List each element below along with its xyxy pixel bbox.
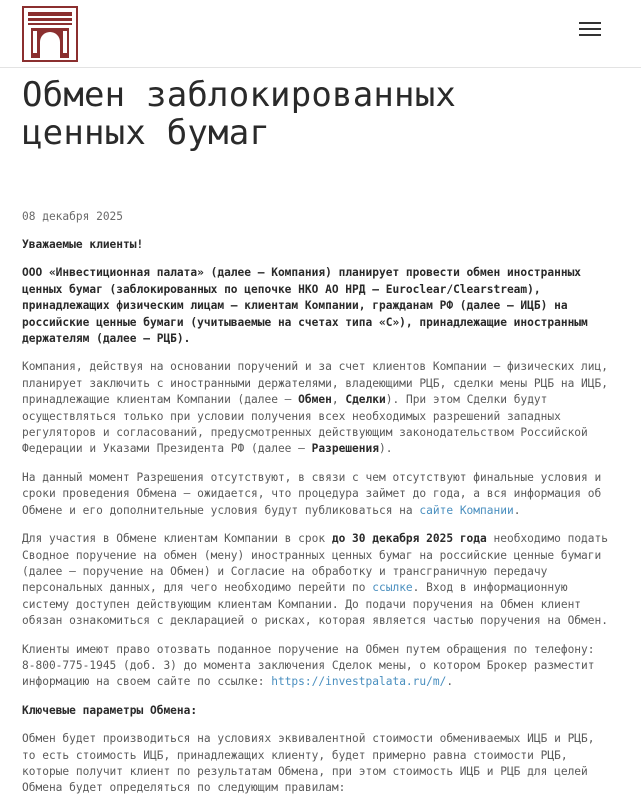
intro-paragraph: ООО «Инвестиционная палата» (далее – Компания) планирует провести обмен иностранных ценных бумаг (заблокированных по цепочке НКО АО НРД – Euroclear/Clearstream), принадлежащих физическим лицам – клиентам Компании, гражданам РФ (далее – ИЦБ) на российские ценные бумаги (учитываемые на счетах типа «С»), принадлежащие иностранным держателям (далее – РЦБ). [22, 266, 588, 346]
page-title [22, 76, 622, 152]
bold-term-permissions: Разрешения [311, 442, 379, 456]
deadline-text: до 30 декабря 2025 года [331, 532, 487, 546]
participation-paragraph [22, 531, 608, 629]
text-span: ). При этом Сделки будут осуществляться только при условии получения всех необходимых разрешений западных регуляторов и согласований, предусмотренных действующим законодательством Российской Федерации и Указами Президента РФ (далее – [22, 393, 588, 456]
page-title-line2: ценных бумаг [22, 113, 271, 153]
text-span: . Вход в информационную систему доступен действующим клиентам Компании. До подачи поручения на Обмен клиент обязан ознакомиться с декларацией о рисках, которая является частью поручения на Обмен. [22, 581, 608, 628]
section-heading: Ключевые параметры Обмена: [22, 703, 198, 717]
arch-logo-icon[interactable] [22, 6, 78, 62]
text-span: необходимо подать Сводное поручение на обмен (мену) иностранных ценных бумаг на российские ценные бумаги (далее – поручение на Обмен) и Согласие на обработку и трансграничную передачу персональных данных, для чего необходимо перейти по [22, 532, 609, 595]
bold-term-exchange: Обмен [298, 393, 332, 407]
text-span: Для участия в Обмене клиентам Компании в срок [22, 532, 332, 546]
text-span: . [446, 675, 454, 689]
text-span: Клиенты имеют право отозвать поданное поручение на Обмен путем обращения по телефону: 8-800-775-1945 (доб. 3) до момента заключения Сделок мены, о котором Брокер разместит информацию на своем сайте по ссылке: [22, 642, 595, 689]
bold-term-deals: Сделки [345, 393, 386, 407]
site-header [0, 0, 641, 68]
parameters-paragraph: Обмен будет производиться на условиях эквивалентной стоимости обмениваемых ИЦБ и РЦБ, то есть стоимость ИЦБ, принадлежащих клиенту, будет примерно равна стоимости РЦБ, которые получит клиент по результатам Обмена, при этом стоимость ИЦБ и РЦБ для целей Обмена будет определяться по следующим правилам: [22, 732, 595, 795]
text-span: , [331, 393, 346, 407]
order-link[interactable]: ссылке [372, 581, 413, 595]
text-span: ). [378, 442, 393, 456]
text-span: Компания, действуя на основании поручений и за счет клиентов Компании – физических лиц, планирует заключить с иностранными держателями, владеющими РЦБ, сделки мены РЦБ на ИЦБ, принадлежащие клиентам Компании (далее – [22, 360, 608, 407]
page-title-line1: Обмен заблокированных [22, 75, 457, 115]
deal-paragraph [22, 359, 608, 457]
status-paragraph [22, 470, 608, 519]
article-body [22, 209, 608, 809]
hamburger-menu-icon[interactable] [579, 22, 601, 38]
text-span: На данный момент Разрешения отсутствуют, в связи с чем отсутствуют финальные условия и сроки проведения Обмена – ожидается, что процедура займет до года, а вся информация об Обмене и его дополнительные условия будут публиковаться на [22, 470, 602, 517]
text-span: . [513, 503, 521, 517]
company-site-link[interactable]: сайте Компании [419, 503, 514, 517]
info-url-link[interactable]: https://investpalata.ru/m/ [271, 675, 447, 689]
greeting: Уважаемые клиенты! [22, 238, 144, 251]
publish-date: 08 декабря 2025 [22, 210, 124, 223]
withdrawal-paragraph [22, 642, 608, 691]
